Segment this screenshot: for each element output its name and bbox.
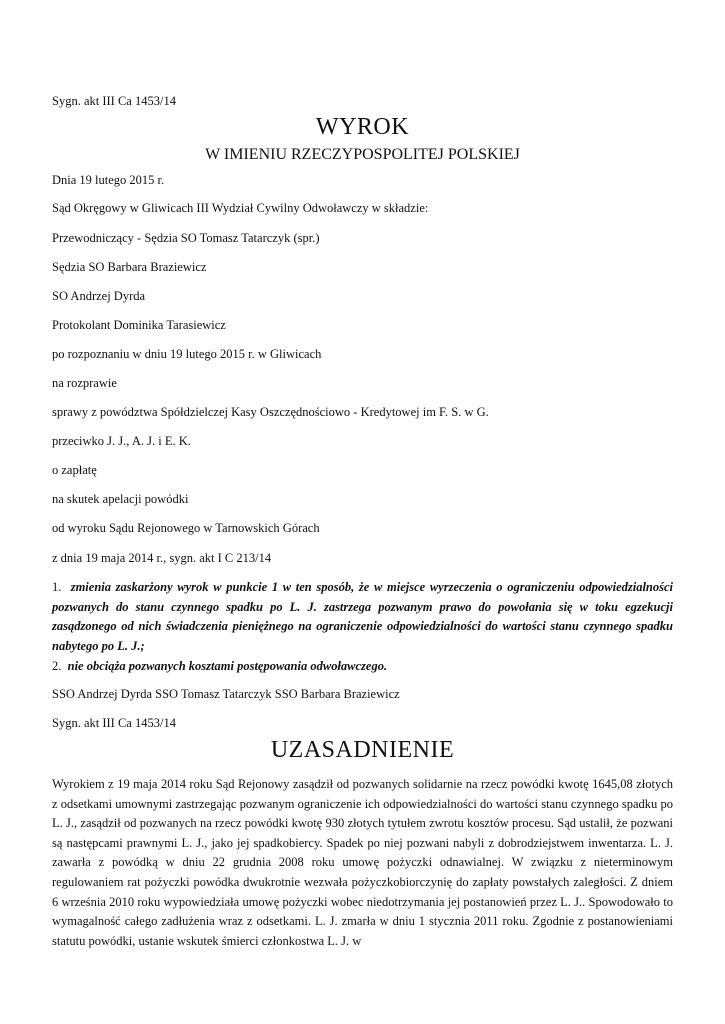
document-subtitle: W IMIENIU RZECZYPOSPOLITEJ POLSKIEJ [205, 146, 520, 163]
ruling-point-1-number: 1. [52, 580, 62, 594]
lower-court-judgment-date: z dnia 19 maja 2014 r., sygn. akt I C 213/14 [52, 551, 272, 565]
justification-paragraph: Wyrokiem z 19 maja 2014 roku Sąd Rejonowy zasądził od pozwanych solidarnie na rzecz powódki kwotę 1645,08 złotych z odsetkami umownymi zastrzegając pozwanym ograniczenie ich odpowiedzialności do wartości stanu czynnego spadku po L. J., zasądził od pozwanych na rzecz powódki kwotę 930 złotych tytułem zwrotu kosztów procesu. Sąd ustalił, że pozwani są następcami prawnymi L. J., jako jej spadkobiercy. Spadek po niej pozwani nabyli z dobrodziejstwem inwentarza. L. J. zawarła z powódką w dniu 22 grudnia 2008 roku umowę pożyczki odnawialnej. W związku z nieterminowym regulowaniem rat pożyczki powódka dwukrotnie wezwała pożyczkobiorczynię do zapłaty powstałych zaległości. Z dniem 6 września 2010 roku wypowiedziała umowę pożyczki wobec niedotrzymania jej postanowień przez L. J.. Spowodowało to wymagalność całego zadłużenia wraz z odsetkami. L. J. zmarła w dniu 1 stycznia 2011 roku. Zgodnie z postanowieniami statutu powódki, ustanie wskutek śmierci członkostwa L. J. w [52, 777, 673, 948]
ruling-point-1-text: zmienia zaskarżony wyrok w punkcie 1 w ten sposób, że w miejsce wyrzeczenia o ograniczeniu odpowiedzialności pozwanych do stanu czynnego spadku po L. J. zastrzega pozwanym prawo do powołania się w toku egzekucji zasądzonego od nich świadczenia pieniężnego na ograniczenie odpowiedzialności do wartości stanu czynnego spadku nabytego po L. J.; [52, 580, 674, 653]
case-description: sprawy z powództwa Spółdzielczej Kasy Oszczędnościowo - Kredytowej im F. S. w G. [52, 405, 489, 419]
ruling-point-2-text: nie obciąża pozwanych kosztami postępowania odwoławczego. [67, 659, 388, 673]
judge-1: Sędzia SO Barbara Braziewicz [52, 260, 207, 274]
case-reference-bottom: Sygn. akt III Ca 1453/14 [52, 716, 176, 730]
lower-court-judgment: od wyroku Sądu Rejonowego w Tarnowskich Górach [52, 521, 320, 535]
court-composition: Sąd Okręgowy w Gliwicach III Wydział Cywilny Odwoławczy w składzie: [52, 201, 429, 215]
case-subject: o zapłatę [52, 463, 97, 477]
judge-2: SO Andrzej Dyrda [52, 289, 146, 303]
judge-signatures: SSO Andrzej Dyrda SSO Tomasz Tatarczyk SSO Barbara Braziewicz [52, 687, 400, 701]
appeal-line: na skutek apelacji powódki [52, 492, 189, 506]
document-title: WYROK [315, 114, 410, 140]
defendants: przeciwko J. J., A. J. i E. K. [52, 434, 191, 448]
hearing-date: po rozpoznaniu w dniu 19 lutego 2015 r. w Gliwicach [52, 347, 322, 361]
presiding-judge: Przewodniczący - Sędzia SO Tomasz Tatarczyk (spr.) [52, 231, 320, 245]
judgment-date: Dnia 19 lutego 2015 r. [52, 173, 165, 187]
justification-title: UZASADNIENIE [270, 737, 455, 763]
ruling-point-2 [52, 657, 673, 677]
ruling-point-1 [52, 578, 673, 656]
case-reference-top: Sygn. akt III Ca 1453/14 [52, 94, 176, 108]
court-clerk: Protokolant Dominika Tarasiewicz [52, 318, 226, 332]
hearing-type: na rozprawie [52, 376, 117, 390]
ruling-point-2-number: 2. [52, 659, 62, 673]
